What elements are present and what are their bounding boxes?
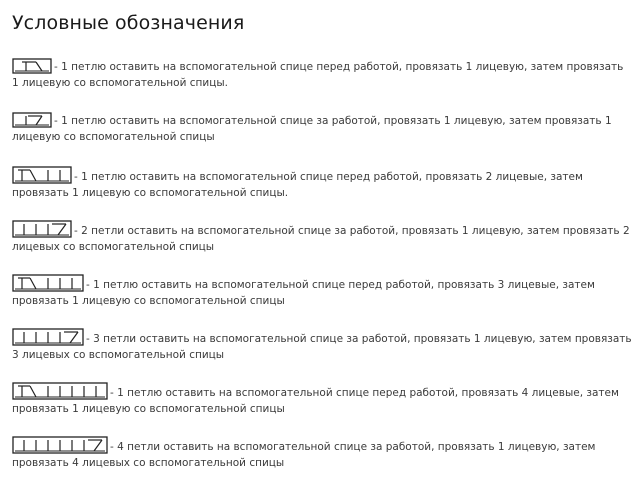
cable-1-4-left-symbol: [12, 382, 108, 400]
legend-item: [12, 274, 632, 309]
cable-1-3-left-symbol: [12, 274, 84, 292]
legend-item: [12, 58, 632, 91]
legend-item: [12, 112, 632, 145]
cable-4-1-right-symbol: [12, 436, 108, 454]
cable-1-1-left-symbol: [12, 58, 52, 74]
legend-text: - 1 петлю оставить на вспомогательной спице перед работой, провязать 2 лицевые, затем провязать 1 лицевую со вспомогательной спицы.: [12, 171, 583, 199]
legend-text: - 3 петли оставить на вспомогательной спице за работой, провязать 1 лицевую, затем провязать 3 лицевых со вспомогательной спицы: [12, 333, 632, 361]
legend-item: [12, 436, 632, 471]
legend-text: - 1 петлю оставить на вспомогательной спице перед работой, провязать 3 лицевые, затем провязать 1 лицевую со вспомогательной спицы: [12, 279, 595, 307]
legend-item: [12, 382, 632, 417]
page-title: Условные обозначения: [12, 12, 245, 34]
legend-item: [12, 166, 632, 201]
cable-3-1-right-symbol: [12, 328, 84, 346]
legend-item: [12, 328, 632, 363]
cable-2-1-right-symbol: [12, 220, 72, 238]
legend-text: - 4 петли оставить на вспомогательной спице за работой, провязать 1 лицевую, затем провязать 4 лицевых со вспомогательной спицы: [12, 441, 596, 469]
legend-text: - 1 петлю оставить на вспомогательной спице перед работой, провязать 1 лицевую, затем провязать 1 лицевую со вспомогательной спицы.: [12, 61, 624, 89]
legend-text: - 1 петлю оставить на вспомогательной спице перед работой, провязать 4 лицевые, затем провязать 1 лицевую со вспомогательной спицы: [12, 387, 619, 415]
legend-text: - 2 петли оставить на вспомогательной спице за работой, провязать 1 лицевую, затем провязать 2 лицевых со вспомогательной спицы: [12, 225, 630, 253]
cable-1-1-right-symbol: [12, 112, 52, 128]
legend-text: - 1 петлю оставить на вспомогательной спице за работой, провязать 1 лицевую, затем провязать 1 лицевую со вспомогательной спицы: [12, 115, 612, 143]
legend-item: [12, 220, 632, 255]
cable-1-2-left-symbol: [12, 166, 72, 184]
